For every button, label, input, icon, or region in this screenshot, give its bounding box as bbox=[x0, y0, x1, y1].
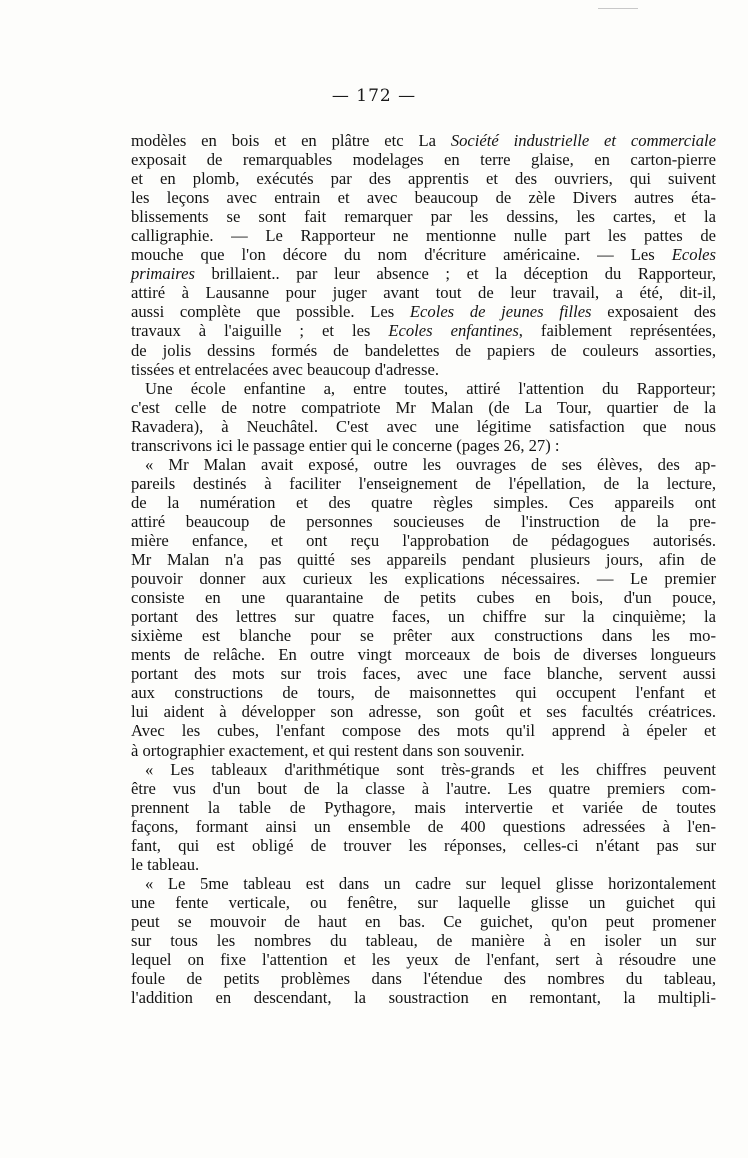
text-run: blissements se sont fait remarquer par les dessins, les cartes, et la bbox=[131, 207, 716, 227]
text-line bbox=[131, 302, 716, 321]
text-run: aussi complète que possible. Les bbox=[131, 302, 410, 322]
text-line bbox=[131, 893, 716, 912]
text-line bbox=[131, 245, 716, 264]
text-run: Ravadera), à Neuchâtel. C'est avec une légitime satisfaction que nous bbox=[131, 416, 716, 436]
italic-text-run: primaires bbox=[131, 264, 195, 284]
text-run: et en plomb, exécutés par des apprentis et des ouvriers, qui suivent bbox=[131, 169, 716, 189]
page-number: — 172 — bbox=[331, 86, 417, 106]
text-run: travaux à l'aiguille ; et les bbox=[131, 321, 389, 341]
text-line bbox=[131, 398, 716, 417]
italic-text-run: Ecoles de jeunes filles bbox=[409, 302, 592, 322]
text-line bbox=[131, 855, 716, 874]
text-run: le tableau. bbox=[131, 854, 200, 874]
text-line bbox=[131, 493, 716, 512]
text-run: Avec les cubes, l'enfant compose des mots qu'il apprend à épeler et bbox=[131, 721, 716, 741]
text-line bbox=[131, 131, 716, 150]
text-run: c'est celle de notre compatriote Mr Malan (de La Tour, quartier de la bbox=[131, 397, 716, 417]
text-line bbox=[131, 150, 716, 169]
text-run: fant, qui est obligé de trouver les réponses, celles-ci n'étant pas sur bbox=[131, 835, 716, 855]
text-line bbox=[131, 721, 716, 740]
text-line bbox=[131, 664, 716, 683]
text-run: mouche que l'on décore du nom d'écriture américaine. — Les bbox=[131, 245, 672, 265]
text-run: calligraphie. — Le Rapporteur ne mentionne nulle part les pattes de bbox=[131, 226, 716, 246]
text-run: aux constructions de tours, de maisonnettes qui occupent l'enfant et bbox=[131, 683, 716, 703]
text-run: lui aident à développer son adresse, son goût et ses facultés créatrices. bbox=[131, 702, 716, 722]
text-run: lequel on fixe l'attention et les yeux de l'enfant, sert à résoudre une bbox=[131, 950, 716, 970]
text-line bbox=[131, 683, 716, 702]
text-line bbox=[131, 436, 716, 455]
text-line bbox=[131, 969, 716, 988]
text-line bbox=[131, 207, 716, 226]
text-line bbox=[131, 512, 716, 531]
text-line bbox=[131, 264, 716, 283]
text-line bbox=[131, 283, 716, 302]
text-line bbox=[131, 874, 716, 893]
text-run: pareils destinés à faciliter l'enseignement de l'épellation, de la lecture, bbox=[131, 473, 716, 493]
text-run: transcrivons ici le passage entier qui le concerne (pages 26, 27) : bbox=[131, 435, 560, 455]
text-line bbox=[131, 798, 716, 817]
text-run: mière enfance, et ont reçu l'approbation de pédagogues autorisés. bbox=[131, 530, 716, 550]
body-text bbox=[131, 131, 716, 1007]
text-run: consiste en une quarantaine de petits cubes en bois, d'un pouce, bbox=[131, 588, 716, 608]
text-line bbox=[131, 169, 716, 188]
text-line bbox=[131, 988, 716, 1007]
text-run: attiré beaucoup de personnes soucieuses de l'instruction de la pre- bbox=[131, 511, 716, 531]
text-run: sixième est blanche pour se prêter aux constructions dans les mo- bbox=[131, 626, 716, 646]
text-run: exposaient des bbox=[591, 302, 716, 322]
text-run: Mr Malan n'a pas quitté ses appareils pendant plusieurs jours, afin de bbox=[131, 550, 716, 570]
text-line bbox=[131, 760, 716, 779]
text-line bbox=[131, 321, 716, 340]
text-line bbox=[131, 226, 716, 245]
text-run: de jolis dessins formés de bandelettes de papiers de couleurs assorties, bbox=[131, 340, 716, 360]
text-run: , faiblement représentées, bbox=[518, 321, 716, 341]
text-run: les leçons avec entrain et avec beaucoup de zèle Divers autres éta- bbox=[131, 188, 716, 208]
text-line bbox=[131, 417, 716, 436]
text-line bbox=[131, 702, 716, 721]
text-run: ments de relâche. En outre vingt morceaux de bois de diverses longueurs bbox=[131, 645, 716, 665]
italic-text-run: Ecoles enfantines bbox=[388, 321, 519, 341]
text-line bbox=[131, 950, 716, 969]
scan-artifact bbox=[598, 8, 638, 9]
text-run: être vus d'un bout de la classe à l'autre. Les quatre premiers com- bbox=[131, 778, 716, 798]
text-run: brillaient.. par leur absence ; et la déception du Rapporteur, bbox=[194, 264, 716, 284]
text-line bbox=[131, 741, 716, 760]
text-line bbox=[131, 607, 716, 626]
text-line bbox=[131, 360, 716, 379]
text-run: prennent la table de Pythagore, mais intervertie et variée de toutes bbox=[131, 797, 716, 817]
text-run: à ortographier exactement, et qui restent dans son souvenir. bbox=[131, 740, 525, 760]
italic-text-run: Société industrielle et commerciale bbox=[450, 131, 716, 150]
text-line bbox=[131, 550, 716, 569]
text-run: de la numération et des quatre règles simples. Ces appareils ont bbox=[131, 492, 716, 512]
text-run: foule de petits problèmes dans l'étendue des nombres du tableau, bbox=[131, 969, 716, 989]
text-line bbox=[131, 817, 716, 836]
text-run: une fente verticale, ou fenêtre, sur laquelle glisse un guichet qui bbox=[131, 892, 716, 912]
text-line bbox=[131, 455, 716, 474]
text-run: Une école enfantine a, entre toutes, attiré l'attention du Rapporteur; bbox=[145, 378, 716, 398]
text-run: portant des lettres sur quatre faces, un chiffre sur la cinquième; la bbox=[131, 607, 716, 627]
text-line bbox=[131, 379, 716, 398]
text-line bbox=[131, 626, 716, 645]
text-run: attiré à Lausanne pour juger avant tout de leur travail, a été, dit-il, bbox=[131, 283, 716, 303]
text-run: pouvoir donner aux curieux les explications nécessaires. — Le premier bbox=[131, 569, 716, 589]
text-run: façons, formant ainsi un ensemble de 400 questions adressées à l'en- bbox=[131, 816, 716, 836]
text-run: « Le 5me tableau est dans un cadre sur lequel glisse horizontalement bbox=[145, 873, 716, 893]
text-line bbox=[131, 779, 716, 798]
text-line bbox=[131, 341, 716, 360]
text-run: l'addition en descendant, la soustraction en remontant, la multipli- bbox=[131, 988, 716, 1008]
text-line bbox=[131, 531, 716, 550]
text-run: modèles en bois et en plâtre etc La bbox=[131, 131, 451, 150]
text-line bbox=[131, 912, 716, 931]
text-line bbox=[131, 588, 716, 607]
text-run: « Mr Malan avait exposé, outre les ouvrages de ses élèves, des ap- bbox=[145, 454, 716, 474]
text-run: tissées et entrelacées avec beaucoup d'adresse. bbox=[131, 359, 439, 379]
text-run: peut se mouvoir de haut en bas. Ce guichet, qu'on peut promener bbox=[131, 911, 716, 931]
text-line bbox=[131, 474, 716, 493]
text-line bbox=[131, 836, 716, 855]
text-run: exposait de remarquables modelages en terre glaise, en carton-pierre bbox=[131, 150, 716, 170]
text-line bbox=[131, 569, 716, 588]
text-run: sur tous les nombres du tableau, de manière à en isoler un sur bbox=[131, 930, 716, 950]
text-line bbox=[131, 188, 716, 207]
text-run: portant des mots sur trois faces, avec une face blanche, servent aussi bbox=[131, 664, 716, 684]
text-line bbox=[131, 931, 716, 950]
italic-text-run: Ecoles bbox=[671, 245, 716, 265]
text-run: « Les tableaux d'arithmétique sont très-grands et les chiffres peuvent bbox=[145, 759, 716, 779]
text-line bbox=[131, 645, 716, 664]
